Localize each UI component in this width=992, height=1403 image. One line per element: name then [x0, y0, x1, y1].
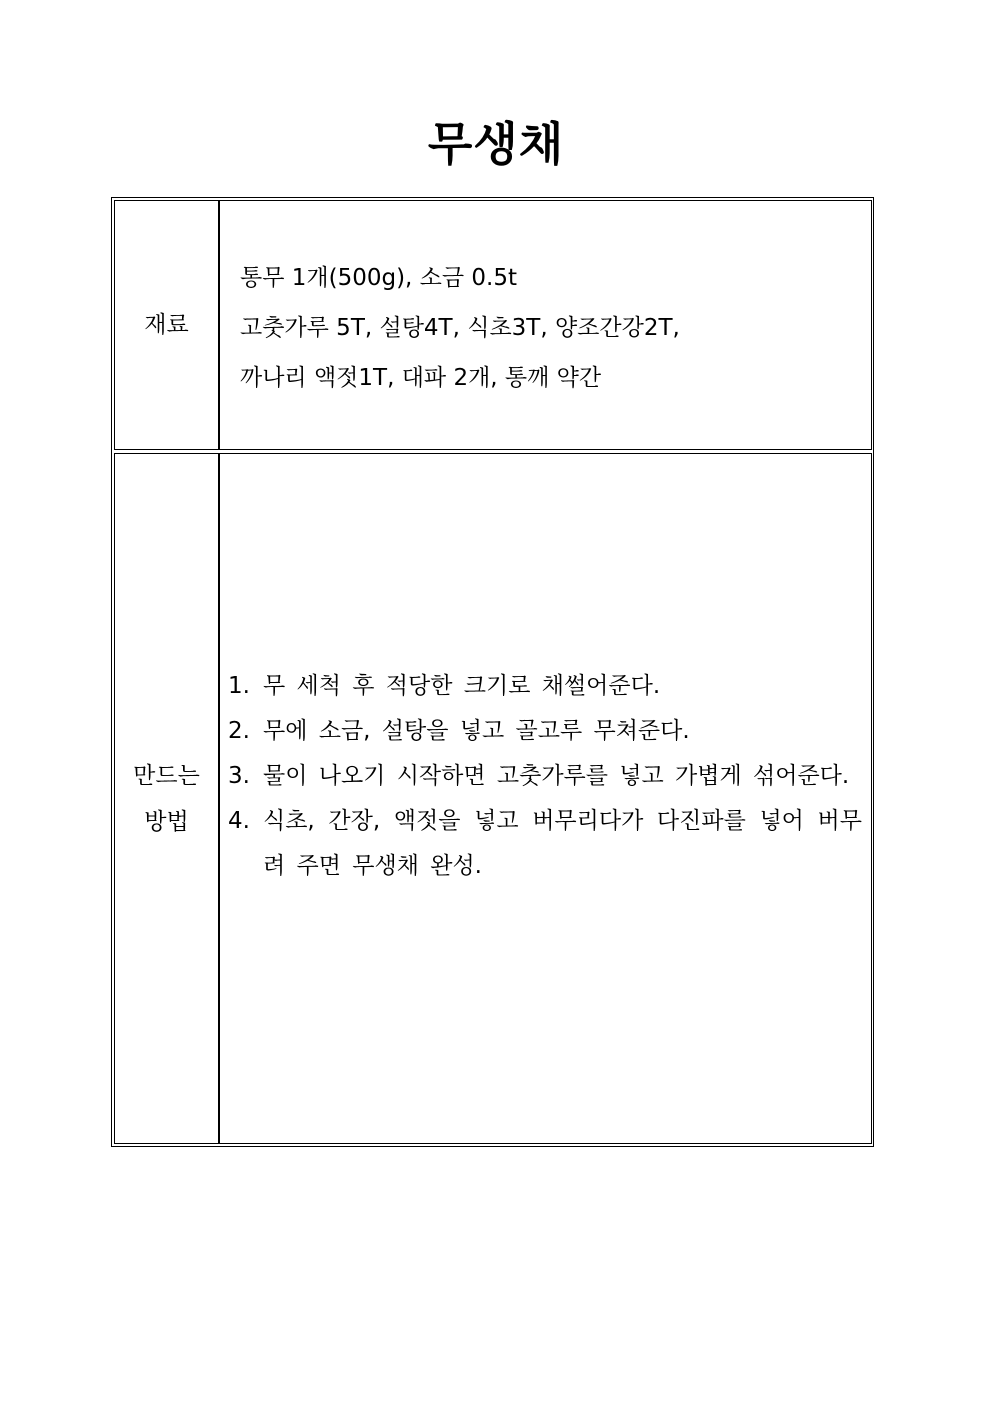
- ingredients-line: 통무 1개(500g), 소금 0.5t: [240, 265, 518, 291]
- ingredients-label: 재료: [144, 312, 189, 338]
- ingredients-list: [240, 253, 680, 403]
- method-label: [133, 753, 200, 845]
- method-step: [228, 754, 862, 799]
- step-text: 식초, 간장, 액젓을 넣고 버무리다가 다진파를 넣어 버무려 주면 무생채 완성.: [263, 808, 862, 879]
- step-number: 1.: [228, 673, 250, 699]
- ingredients-line: 까나리 액젓1T, 대파 2개, 통깨 약간: [240, 365, 602, 391]
- method-label-cell: [114, 453, 219, 1144]
- step-text: 물이 나오기 시작하면 고춧가루를 넣고 가볍게 섞어준다.: [263, 763, 850, 789]
- ingredients-line: 고춧가루 5T, 설탕4T, 식초3T, 양조간강2T,: [240, 315, 680, 341]
- method-label-line: 방법: [144, 808, 189, 835]
- ingredients-cell: [219, 200, 872, 450]
- recipe-table: [111, 197, 874, 1147]
- method-step: [228, 709, 862, 754]
- method-label-line: 만드는: [133, 762, 200, 789]
- page-title: 무생채: [427, 117, 565, 171]
- step-number: 3.: [228, 763, 250, 789]
- step-number: 4.: [228, 808, 250, 834]
- method-cell: [219, 453, 872, 1144]
- step-text: 무 세척 후 적당한 크기로 채썰어준다.: [263, 673, 661, 699]
- step-number: 2.: [228, 718, 250, 744]
- method-step: [228, 799, 862, 889]
- method-steps: [228, 664, 862, 889]
- ingredients-label-cell: [114, 200, 219, 450]
- method-step: [228, 664, 862, 709]
- step-text: 무에 소금, 설탕을 넣고 골고루 무쳐준다.: [263, 718, 690, 744]
